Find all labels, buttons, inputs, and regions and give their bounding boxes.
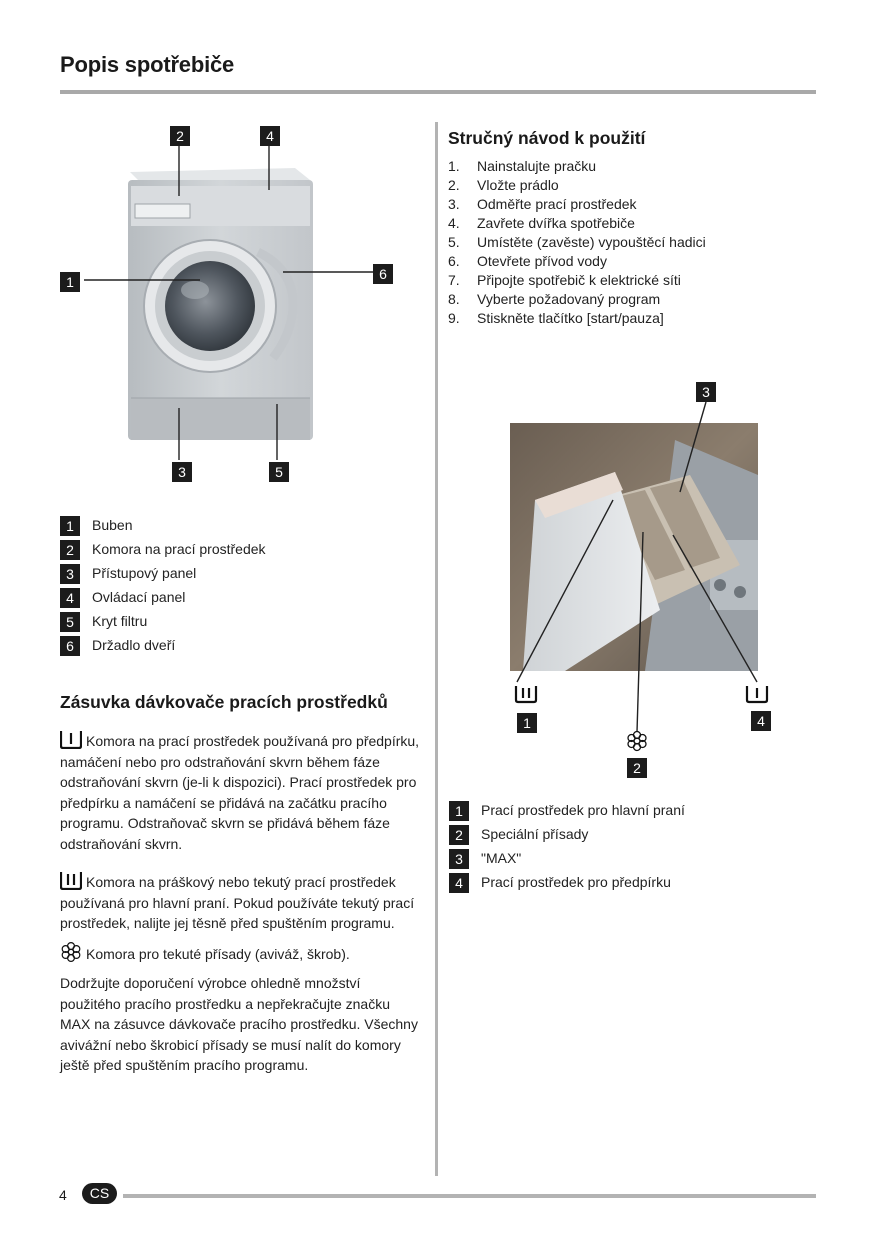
flower-icon — [60, 942, 82, 962]
drawer-callout-3: 3 — [696, 382, 716, 402]
drawer-photo — [510, 423, 758, 671]
mainwash-paragraph: Komora na práškový nebo tekutý prací prostředek používaná pro hlavní praní. Pokud používáte tekutý prací prostředek, nalijte jej těsně před spuštěním programu. — [60, 874, 415, 931]
callout-2: 2 — [170, 126, 190, 146]
footer-rule — [123, 1194, 816, 1198]
callout-4: 4 — [260, 126, 280, 146]
washing-machine-figure — [55, 120, 405, 490]
main-wash-icon — [516, 686, 536, 702]
column-divider — [435, 122, 438, 1176]
additives-paragraph: Komora pro tekuté přísady (aviváž, škrob). — [60, 942, 420, 965]
callout-1: 1 — [60, 272, 80, 292]
dispenser-heading: Zásuvka dávkovače pracích prostředků — [60, 692, 388, 712]
drawer-callout-1: 1 — [517, 713, 537, 733]
dispenser-drawer-figure — [505, 380, 795, 760]
prewash-paragraph: Komora na prací prostředek používaná pro předpírku, namáčení nebo pro odstraňování skvrn během fáze odstraňování skvrn (je-li k dispozici). Prací prostředek pro předpírku a namáčení se přidává na začátku pracího programu. Odstraňovač skvrn se přidává během fáze odstraňování skvrn. — [60, 733, 420, 852]
quick-guide-heading: Stručný návod k použití — [448, 128, 646, 148]
drawer-callout-2: 2 — [627, 758, 647, 778]
machine-body — [128, 168, 313, 440]
page-title: Popis spotřebiče — [60, 52, 235, 77]
usage-note-paragraph: Dodržujte doporučení výrobce ohledně množství použitého pracího prostředku a nepřekračujte značku MAX na zásuvce dávkovače pracího prostředku. Všechny avivážní nebo škrobicí přísady se musí nalít do komory ještě před spuštěním pracího programu. — [60, 975, 418, 1073]
callout-6: 6 — [373, 264, 393, 284]
prewash-icon — [60, 731, 82, 749]
flower-icon — [628, 732, 646, 751]
prewash-icon — [747, 686, 767, 702]
title-rule — [60, 90, 816, 94]
main-wash-icon — [60, 872, 82, 890]
drawer-callout-4: 4 — [751, 711, 771, 731]
callout-5: 5 — [269, 462, 289, 482]
language-badge: CS — [82, 1183, 117, 1204]
callout-3: 3 — [172, 462, 192, 482]
page-number: 4 — [59, 1187, 67, 1203]
